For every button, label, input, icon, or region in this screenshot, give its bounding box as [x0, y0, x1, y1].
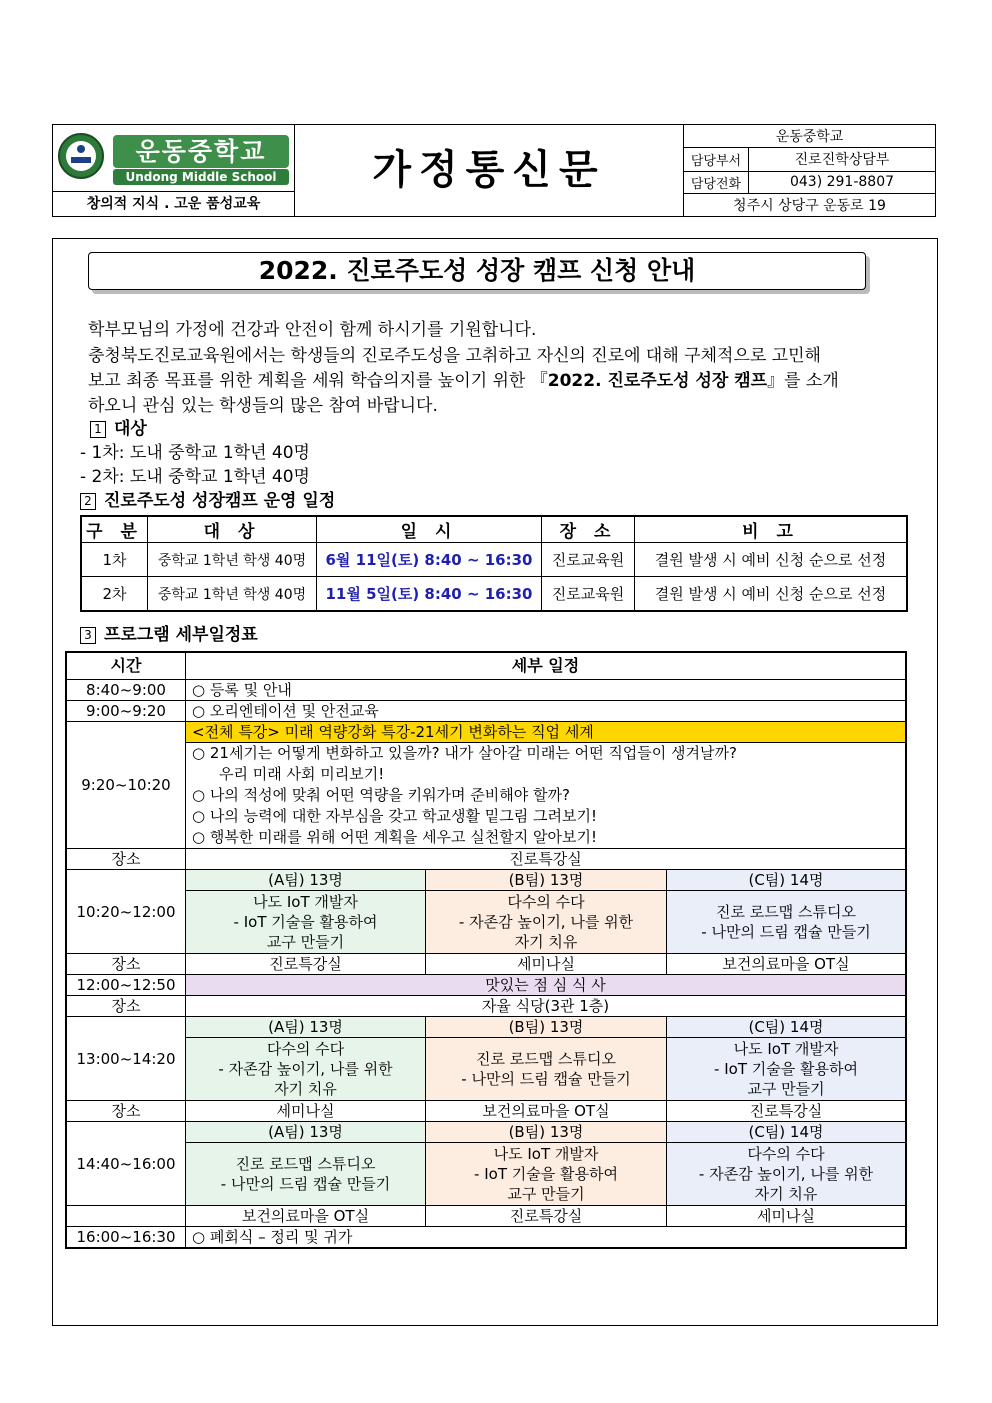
schedule-cell: 진로교육원: [542, 543, 635, 577]
program-line: - 나만의 드림 캡슐 만들기: [220, 1175, 391, 1193]
place-cell: 진로특강실: [667, 1101, 907, 1122]
schedule-cell: 중학교 1학년 학생 40명: [148, 543, 317, 577]
program-line: 교구 만들기: [507, 1185, 585, 1203]
section-3-title: 프로그램 세부일정표: [104, 625, 258, 645]
phone-value: 043) 291-8807: [749, 171, 936, 193]
table-row: [66, 1038, 906, 1101]
table-row: [66, 1101, 906, 1122]
place-cell: 진로특강실: [186, 954, 426, 975]
lecture-item: ○ 21세기는 어떻게 변화하고 있을까? 내가 살아갈 미래는 어떤 직업들이 생겨날까?: [192, 744, 737, 762]
schedule-cell: 중학교 1학년 학생 40명: [148, 577, 317, 612]
schedule-cell: 1차: [81, 543, 148, 577]
schedule-header: 일 시: [317, 516, 542, 543]
schedule-header: 구 분: [81, 516, 148, 543]
program-line: 다수의 수다: [507, 893, 585, 911]
schedule-cell: 결원 발생 시 예비 신청 순으로 선정: [635, 577, 908, 612]
program-line: 다수의 수다: [266, 1040, 345, 1058]
page-title: 가정통신문: [372, 147, 606, 193]
program-line: 나도 IoT 개발자: [493, 1145, 599, 1163]
program-cell: [426, 1143, 667, 1206]
time-header: 시간: [66, 652, 186, 680]
team-a-label: (A팀) 13명: [186, 870, 426, 891]
table-row: [66, 1122, 906, 1143]
schedule-header: 대 상: [148, 516, 317, 543]
program-line: 진로 로드맵 스튜디오: [235, 1155, 376, 1173]
team-a-label: (A팀) 13명: [186, 1122, 426, 1143]
dept-value: 진로진학상담부: [749, 148, 936, 171]
contact-info: [683, 125, 935, 216]
section-2-title: 진로주도성 성장캠프 운영 일정: [104, 491, 336, 511]
program-line: - IoT 기술을 활용하여: [714, 1060, 858, 1078]
school-logo: [53, 125, 295, 192]
time-cell: 12:00~12:50: [66, 975, 186, 996]
intro-line-1: 학부모님의 가정에 건강과 안전이 함께 하시기를 기원합니다.: [88, 320, 537, 340]
lecture-details: [186, 743, 907, 849]
team-c-label: (C팀) 14명: [667, 1122, 907, 1143]
logo-english-text: Undong Middle School: [125, 170, 277, 184]
place-label: 장소: [66, 954, 186, 975]
time-cell: 8:40~9:00: [66, 680, 186, 701]
place-cell: 세미나실: [667, 1206, 907, 1227]
table-row: [81, 543, 907, 577]
place-cell: 세미나실: [426, 954, 667, 975]
time-cell: 9:00~9:20: [66, 701, 186, 722]
intro-line-3-a: 보고 최종 목표를 위한 계획을 세워 학습의지를 높이기 위한 『: [88, 371, 548, 391]
place-cell: 보건의료마을 OT실: [186, 1206, 426, 1227]
team-c-label: (C팀) 14명: [667, 870, 907, 891]
schedule-date-cell: 11월 5일(토) 8:40 ~ 16:30: [317, 577, 542, 612]
camp-schedule-table: [80, 515, 908, 612]
program-cell: [186, 891, 426, 954]
program-line: 교구 만들기: [747, 1080, 825, 1098]
lunch-cell: 맛있는 점 심 식 사: [186, 975, 907, 996]
document-title: 2022. 진로주도성 성장 캠프 신청 안내: [88, 252, 866, 290]
dept-label: 담당부서: [684, 148, 749, 171]
table-row: [66, 701, 906, 722]
program-line: 다수의 수다: [747, 1145, 825, 1163]
place-label: 장소: [66, 996, 186, 1017]
intro-line-2: 충청북도진로교육원에서는 학생들의 진로주도성을 고취하고 자신의 진로에 대해 구체적으로 고민해: [88, 346, 821, 366]
place-label: 장소: [66, 849, 186, 870]
schedule-date-cell: 6월 11일(토) 8:40 ~ 16:30: [317, 543, 542, 577]
program-line: - IoT 기술을 활용하여: [474, 1165, 618, 1183]
schedule-cell: 결원 발생 시 예비 신청 순으로 선정: [635, 543, 908, 577]
team-a-label: (A팀) 13명: [186, 1017, 426, 1038]
program-line: - IoT 기술을 활용하여: [233, 913, 378, 931]
place-cell: 세미나실: [186, 1101, 426, 1122]
schedule-header: 비 고: [635, 516, 908, 543]
program-cell: [667, 1143, 907, 1206]
program-line: 자기 치유: [274, 1080, 337, 1098]
table-row: [66, 1017, 906, 1038]
section-2-number: 2: [80, 493, 96, 510]
section-2-heading: [80, 486, 335, 511]
table-row: [66, 996, 906, 1017]
section-1-title: 대상: [114, 419, 147, 439]
place-label: 장소: [66, 1101, 186, 1122]
place-label-empty: [66, 1206, 186, 1227]
time-cell: 9:20~10:20: [66, 722, 186, 849]
program-cell: [186, 1143, 426, 1206]
intro-line-3: [88, 366, 839, 391]
target-item-1: - 1차: 도내 중학교 1학년 40명: [80, 443, 310, 463]
table-row: [66, 849, 906, 870]
program-line: 교구 만들기: [266, 933, 345, 951]
program-line: 자기 치유: [514, 933, 578, 951]
place-cell: 보건의료마을 OT실: [667, 954, 907, 975]
team-b-label: (B팀) 13명: [426, 1017, 667, 1038]
schedule-cell: 진로교육원: [542, 577, 635, 612]
table-row: [66, 680, 906, 701]
schedule-cell: 2차: [81, 577, 148, 612]
logo-korean-text: 운동중학교: [135, 137, 267, 166]
lecture-title: <전체 특강> 미래 역량강화 특강-21세기 변화하는 직업 세계: [186, 722, 907, 743]
program-line: - 자존감 높이기, 나를 위한: [458, 913, 634, 931]
team-b-label: (B팀) 13명: [426, 1122, 667, 1143]
table-row: [81, 577, 907, 612]
program-line: - 나만의 드림 캡슐 만들기: [701, 923, 871, 941]
program-line: 진로 로드맵 스튜디오: [476, 1050, 616, 1068]
time-cell: 16:00~16:30: [66, 1227, 186, 1249]
table-row: [66, 954, 906, 975]
table-row: [66, 870, 906, 891]
table-row: [66, 1143, 906, 1206]
section-3-number: 3: [80, 627, 96, 644]
program-line: - 자존감 높이기, 나를 위한: [218, 1060, 393, 1078]
place-cell: 진로특강실: [186, 849, 907, 870]
table-row: [66, 975, 906, 996]
intro-camp-name: 2022. 진로주도성 성장 캠프: [547, 371, 768, 391]
time-cell: 13:00~14:20: [66, 1017, 186, 1101]
program-line: 진로 로드맵 스튜디오: [716, 903, 856, 921]
team-c-label: (C팀) 14명: [667, 1017, 907, 1038]
detail-cell: ○ 등록 및 안내: [186, 680, 907, 701]
detail-header: 세부 일정: [186, 652, 907, 680]
section-1-number: 1: [90, 421, 106, 438]
lecture-item: ○ 나의 능력에 대한 자부심을 갖고 학교생활 밑그림 그려보기!: [192, 807, 598, 825]
program-line: 나도 IoT 개발자: [733, 1040, 839, 1058]
detail-cell: ○ 오리엔테이션 및 안전교육: [186, 701, 907, 722]
table-row: [66, 722, 906, 743]
program-cell: [186, 1038, 426, 1101]
place-cell: 자율 식당(3관 1층): [186, 996, 907, 1017]
team-b-label: (B팀) 13명: [426, 870, 667, 891]
table-row: [66, 891, 906, 954]
schedule-header: 장 소: [542, 516, 635, 543]
school-address: 청주시 상당구 운동로 19: [733, 197, 886, 214]
lecture-item: ○ 나의 적성에 맞춰 어떤 역량을 키워가며 준비해야 할까?: [192, 786, 570, 804]
school-name: 운동중학교: [684, 125, 935, 148]
lecture-item: 우리 미래 사회 미리보기!: [219, 765, 385, 783]
section-1-heading: [90, 414, 147, 439]
program-cell: [667, 1038, 907, 1101]
letter-header: [52, 124, 936, 217]
program-line: 자기 치유: [754, 1185, 818, 1203]
place-cell: 진로특강실: [426, 1206, 667, 1227]
program-line: - 나만의 드림 캡슐 만들기: [461, 1070, 631, 1088]
section-3-heading: [80, 620, 258, 645]
table-row: [66, 1227, 906, 1249]
table-row: [66, 743, 906, 849]
lecture-item: ○ 행복한 미래를 위해 어떤 계획을 세우고 실천할지 알아보기!: [192, 828, 598, 846]
program-line: 나도 IoT 개발자: [253, 893, 358, 911]
intro-line-3-c: 』를 소개: [767, 371, 839, 391]
phone-label: 담당전화: [684, 171, 749, 193]
table-row: [66, 1206, 906, 1227]
detail-cell: ○ 폐회식 – 정리 및 귀가: [186, 1227, 907, 1249]
program-detail-table: [65, 651, 907, 1249]
intro-line-4: 하오니 관심 있는 학생들의 많은 참여 바랍니다.: [88, 396, 438, 416]
place-cell: 보건의료마을 OT실: [426, 1101, 667, 1122]
program-cell: [426, 891, 667, 954]
program-cell: [426, 1038, 667, 1101]
school-motto: 창의적 지식 . 고운 품성교육: [53, 192, 295, 216]
time-cell: 10:20~12:00: [66, 870, 186, 954]
time-cell: 14:40~16:00: [66, 1122, 186, 1206]
target-item-2: - 2차: 도내 중학교 1학년 40명: [80, 467, 310, 487]
program-cell: [667, 891, 907, 954]
program-line: - 자존감 높이기, 나를 위한: [698, 1165, 874, 1183]
